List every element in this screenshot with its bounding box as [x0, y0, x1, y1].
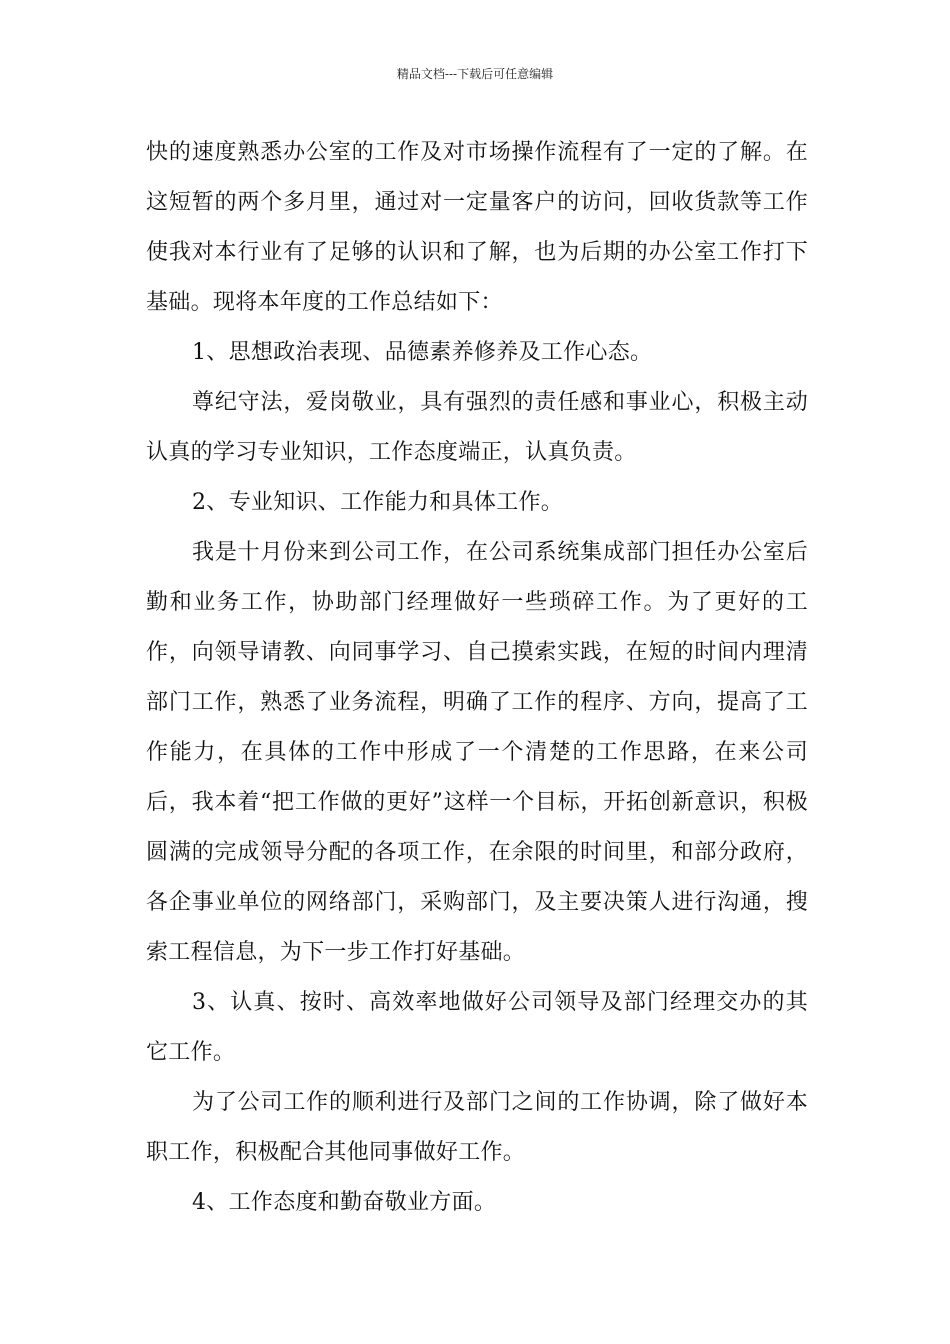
section-heading-3: 3、认真、按时、高效率地做好公司领导及部门经理交办的其它工作。: [146, 990, 808, 1065]
section-heading-4: 4、工作态度和勤奋敬业方面。: [192, 1190, 497, 1215]
paragraph-1: 尊纪守法，爱岗敬业，具有强烈的责任感和事业心，积极主动认真的学习专业知识，工作态度端正，认真负责。: [146, 390, 808, 465]
paragraph-intro: 快的速度熟悉办公室的工作及对市场操作流程有了一定的了解。在这短暂的两个多月里，通过对一定量客户的访问，回收货款等工作使我对本行业有了足够的认识和了解，也为后期的办公室工作打下基础。现将本年度的工作总结如下：: [146, 140, 808, 315]
section-heading-1: 1、思想政治表现、品德素养修养及工作心态。: [192, 340, 653, 365]
document-body: [146, 128, 808, 1228]
paragraph-2: 我是十月份来到公司工作，在公司系统集成部门担任办公室后勤和业务工作，协助部门经理做好一些琐碎工作。为了更好的工作，向领导请教、向同事学习、自己摸索实践，在短的时间内理清部门工作，熟悉了业务流程，明确了工作的程序、方向，提高了工作能力，在具体的工作中形成了一个清楚的工作思路，在来公司后，我本着“把工作做的更好”这样一个目标，开拓创新意识，积极圆满的完成领导分配的各项工作，在余限的时间里，和部分政府，各企事业单位的网络部门，采购部门，及主要决策人进行沟通，搜索工程信息，为下一步工作打好基础。: [146, 540, 808, 965]
paragraph-3: 为了公司工作的顺利进行及部门之间的工作协调，除了做好本职工作，积极配合其他同事做好工作。: [146, 1090, 808, 1165]
page-header: 精品文档---下载后可任意编辑: [396, 67, 554, 81]
section-heading-2: 2、专业知识、工作能力和具体工作。: [192, 490, 564, 515]
